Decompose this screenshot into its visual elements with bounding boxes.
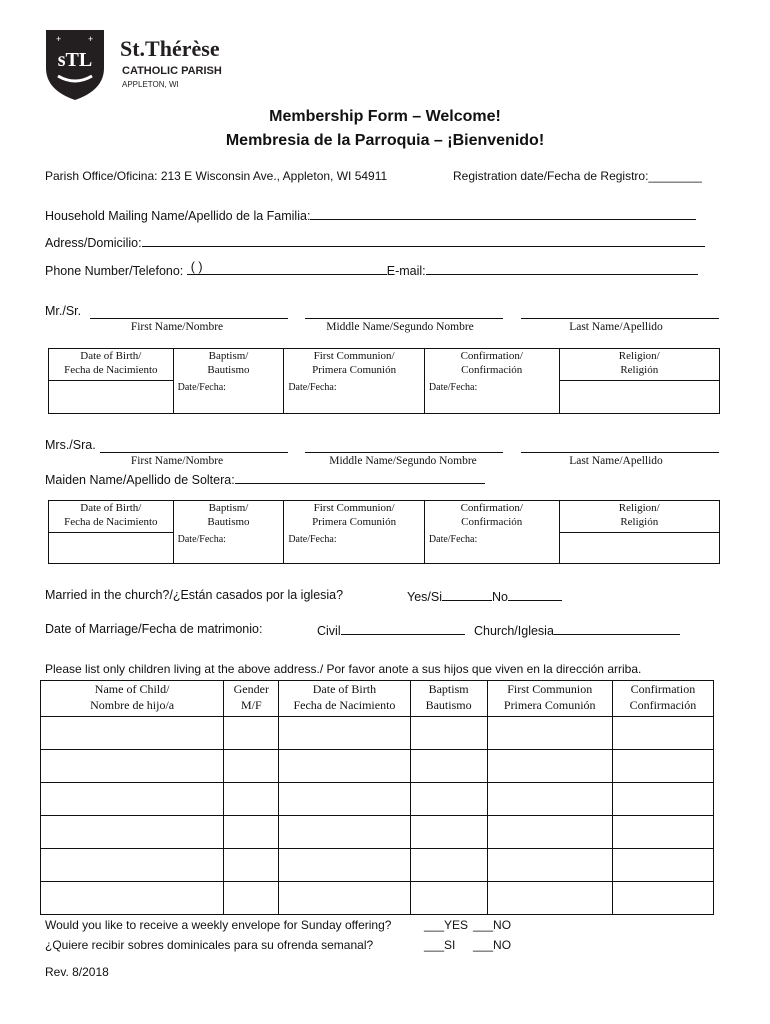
children-table (40, 680, 714, 915)
mr-prefix: Mr./Sr. (45, 304, 82, 318)
child-communion-header: First Communion Primera Comunión (487, 681, 612, 717)
child-row (41, 750, 714, 783)
child-cell[interactable] (410, 783, 487, 816)
envelope-no-es-option[interactable]: ___NO (473, 938, 512, 952)
child-cell[interactable] (410, 750, 487, 783)
maiden-name-field[interactable] (45, 471, 485, 487)
religion-input[interactable] (559, 381, 719, 414)
mrs-last-name-line[interactable] (521, 452, 719, 453)
mrs-first-caption: First Name/Nombre (130, 455, 224, 467)
religion-input[interactable] (559, 533, 719, 564)
child-cell[interactable] (41, 717, 224, 750)
confirmation-date[interactable]: Date/Fecha: (424, 381, 559, 414)
mr-sacraments-table (48, 348, 720, 414)
mrs-sacraments-table (48, 500, 720, 564)
mrs-middle-caption: Middle Name/Segundo Nombre (329, 455, 477, 467)
envelope-si-option[interactable]: ___SI (424, 938, 456, 952)
marriage-date-label: Date of Marriage/Fecha de matrimonio: (45, 622, 263, 636)
address-label: Adress/Domicilio: (45, 236, 142, 250)
child-cell[interactable] (224, 816, 279, 849)
child-cell[interactable] (224, 783, 279, 816)
mrs-prefix: Mrs./Sra. (45, 438, 96, 452)
phone-email-field[interactable] (45, 262, 698, 278)
confirmation-header: Confirmation/ Confirmación (424, 349, 559, 381)
mr-middle-caption: Middle Name/Segundo Nombre (326, 321, 474, 333)
child-gender-header: Gender M/F (224, 681, 279, 717)
communion-header: First Communion/ Primera Comunión (284, 501, 425, 533)
religion-header: Religion/ Religión (559, 501, 719, 533)
household-name-field[interactable] (45, 207, 696, 223)
envelope-no-option[interactable]: ___NO (473, 918, 512, 932)
child-cell[interactable] (279, 750, 410, 783)
child-row (41, 717, 714, 750)
dob-input[interactable] (49, 533, 174, 564)
child-cell[interactable] (487, 783, 612, 816)
child-cell[interactable] (487, 882, 612, 915)
child-cell[interactable] (279, 816, 410, 849)
child-cell[interactable] (224, 882, 279, 915)
child-cell[interactable] (612, 783, 713, 816)
envelope-question-es: ¿Quiere recibir sobres dominicales para su ofrenda semanal? (45, 938, 374, 952)
mrs-middle-name-line[interactable] (305, 452, 503, 453)
child-cell[interactable] (410, 882, 487, 915)
mr-last-name-line[interactable] (521, 318, 719, 319)
child-cell[interactable] (224, 750, 279, 783)
child-cell[interactable] (487, 849, 612, 882)
address-field[interactable] (45, 234, 705, 250)
married-question: Married in the church?/¿Están casados por la iglesia? (45, 588, 344, 602)
church-label: Church/Iglesia (474, 624, 554, 638)
child-baptism-header: Baptism Bautismo (410, 681, 487, 717)
marriage-civil-field[interactable] (317, 622, 465, 638)
form-title-es: Membresia de la Parroquia – ¡Bienvenido! (225, 132, 545, 149)
child-cell[interactable] (612, 849, 713, 882)
child-cell[interactable] (41, 783, 224, 816)
baptism-header: Baptism/ Bautismo (173, 349, 284, 381)
form-title-en: Membership Form – Welcome! (269, 108, 501, 125)
household-name-label: Household Mailing Name/Apellido de la Familia: (45, 209, 311, 223)
child-cell[interactable] (410, 816, 487, 849)
dob-header: Date of Birth/ Fecha de Nacimiento (49, 501, 174, 533)
svg-text:+: + (56, 34, 62, 44)
mr-last-caption: Last Name/Apellido (569, 321, 663, 333)
svg-text:+: + (88, 34, 94, 44)
child-cell[interactable] (487, 750, 612, 783)
child-cell[interactable] (41, 882, 224, 915)
child-cell[interactable] (279, 882, 410, 915)
mrs-first-name-line[interactable] (100, 452, 288, 453)
confirmation-header: Confirmation/ Confirmación (424, 501, 559, 533)
child-row (41, 882, 714, 915)
child-cell[interactable] (224, 849, 279, 882)
communion-date[interactable]: Date/Fecha: (284, 381, 425, 414)
mr-middle-name-line[interactable] (305, 318, 503, 319)
children-intro: Please list only children living at the above address./ Por favor anote a sus hijos que viven en la dirección arriba. (45, 662, 642, 676)
confirmation-date[interactable]: Date/Fecha: (424, 533, 559, 564)
child-cell[interactable] (612, 750, 713, 783)
communion-header: First Communion/ Primera Comunión (284, 349, 425, 381)
email-label: E-mail: (386, 264, 426, 278)
parish-location: APPLETON, WI (122, 80, 179, 89)
office-address: Parish Office/Oficina: 213 E Wisconsin Ave., Appleton, WI 54911 (45, 169, 388, 183)
child-cell[interactable] (410, 849, 487, 882)
mr-first-name-line[interactable] (90, 318, 288, 319)
child-cell[interactable] (279, 783, 410, 816)
child-row (41, 816, 714, 849)
child-cell[interactable] (279, 849, 410, 882)
child-cell[interactable] (224, 717, 279, 750)
child-cell[interactable] (612, 816, 713, 849)
child-row (41, 849, 714, 882)
parish-name: St.Thérèse (120, 36, 220, 61)
revision-label: Rev. 8/2018 (45, 965, 109, 979)
child-cell[interactable] (41, 750, 224, 783)
baptism-header: Baptism/ Bautismo (173, 501, 284, 533)
child-cell[interactable] (487, 717, 612, 750)
dob-header: Date of Birth/ Fecha de Nacimiento (49, 349, 174, 381)
dob-input[interactable] (49, 381, 174, 414)
child-cell[interactable] (612, 882, 713, 915)
religion-header: Religion/ Religión (559, 349, 719, 381)
child-cell[interactable] (612, 717, 713, 750)
mr-first-caption: First Name/Nombre (130, 321, 224, 333)
married-no-label: No (491, 590, 508, 604)
parish-subtitle: CATHOLIC PARISH (122, 65, 222, 77)
child-cell[interactable] (279, 717, 410, 750)
svg-text:sTL: sTL (57, 49, 93, 71)
child-cell[interactable] (41, 849, 224, 882)
child-cell[interactable] (41, 816, 224, 849)
envelope-question-en: Would you like to receive a weekly envelope for Sunday offering? (45, 918, 392, 932)
child-name-header: Name of Child/ Nombre de hijo/a (41, 681, 224, 717)
communion-date[interactable]: Date/Fecha: (284, 533, 425, 564)
child-cell[interactable] (410, 717, 487, 750)
baptism-date[interactable]: Date/Fecha: (173, 533, 284, 564)
child-dob-header: Date of Birth Fecha de Nacimiento (279, 681, 410, 717)
phone-parens: ( ) (190, 260, 203, 274)
parish-logo (44, 28, 234, 104)
child-confirmation-header: Confirmation Confirmación (612, 681, 713, 717)
married-yes-no[interactable] (407, 588, 562, 604)
maiden-name-label: Maiden Name/Apellido de Soltera: (45, 473, 235, 487)
phone-label: Phone Number/Telefono: (45, 264, 187, 278)
baptism-date[interactable]: Date/Fecha: (173, 381, 284, 414)
envelope-yes-option[interactable]: ___YES (424, 918, 469, 932)
mrs-last-caption: Last Name/Apellido (569, 455, 663, 467)
child-row (41, 783, 714, 816)
marriage-church-field[interactable] (474, 622, 680, 638)
parish-crest-icon (44, 28, 106, 102)
registration-date: Registration date/Fecha de Registro:________ (453, 169, 702, 183)
married-yes-label: Yes/Si (407, 590, 442, 604)
civil-label: Civil (317, 624, 341, 638)
child-cell[interactable] (487, 816, 612, 849)
